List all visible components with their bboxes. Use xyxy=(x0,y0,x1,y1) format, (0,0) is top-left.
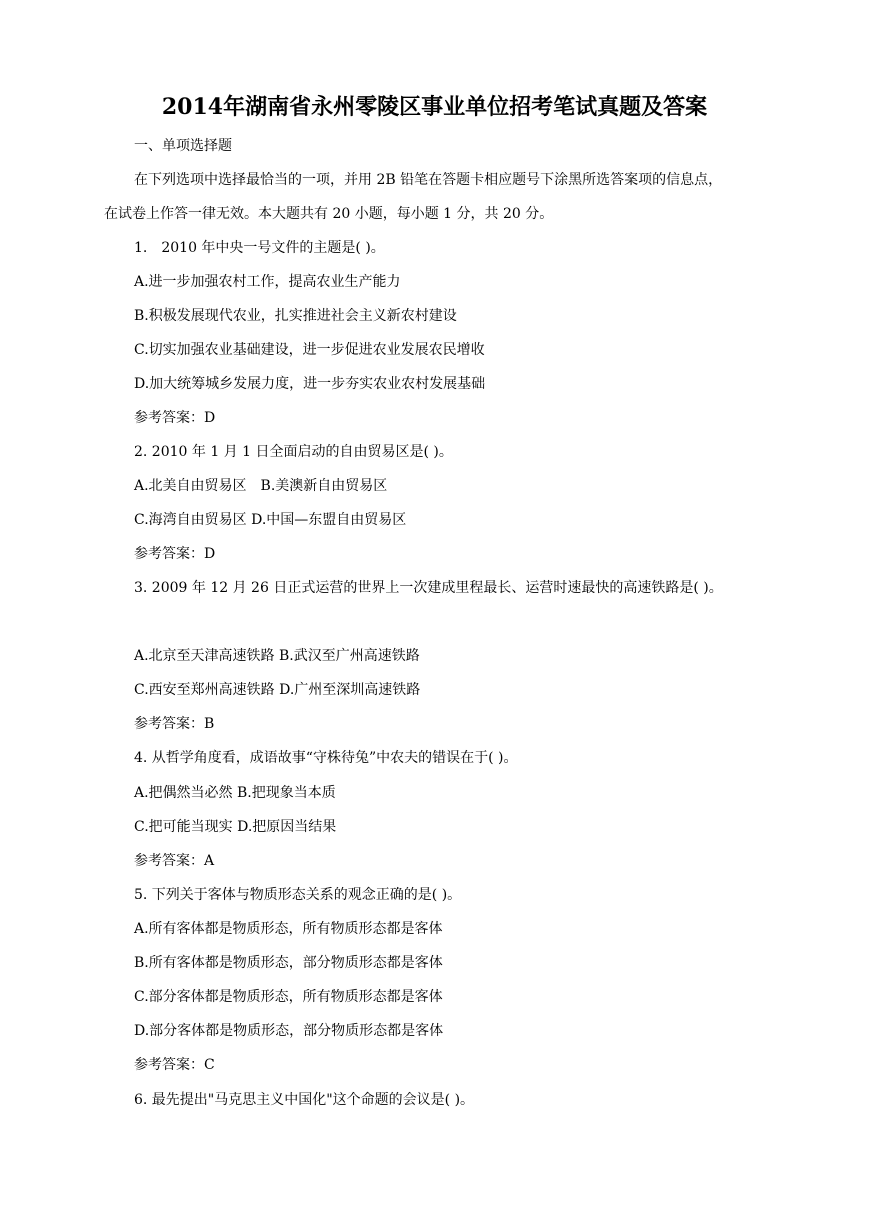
question-5-answer: 参考答案：C xyxy=(134,1057,215,1073)
document-title: 2014年湖南省永州零陵区事业单位招考笔试真题及答案 xyxy=(161,94,708,120)
section-heading: 一、单项选择题 xyxy=(134,138,232,154)
instructions-line-1: 在下列选项中选择最恰当的一项，并用 2B 铅笔在答题卡相应题号下涂黑所选答案项的信息点， xyxy=(134,172,723,188)
question-4-options-cd: C.把可能当现实 D.把原因当结果 xyxy=(134,819,337,835)
question-3-options-ab: A.北京至天津高速铁路 B.武汉至广州高速铁路 xyxy=(134,648,420,664)
question-1-option-a: A.进一步加强农村工作，提高农业生产能力 xyxy=(134,274,401,290)
question-5-option-d: D.部分客体都是物质形态，部分物质形态都是客体 xyxy=(134,1023,444,1039)
question-2-options-ab: A.北美自由贸易区 B.美澳新自由贸易区 xyxy=(134,478,388,494)
question-4-options-ab: A.把偶然当必然 B.把现象当本质 xyxy=(134,785,336,801)
question-4-answer: 参考答案：A xyxy=(134,853,215,869)
question-2-answer: 参考答案：D xyxy=(134,546,216,562)
question-1-answer: 参考答案：D xyxy=(134,410,216,426)
question-3-answer: 参考答案：B xyxy=(134,716,215,732)
question-2-options-cd: C.海湾自由贸易区 D.中国—东盟自由贸易区 xyxy=(134,512,407,528)
question-4-stem: 4. 从哲学角度看，成语故事“守株待兔”中农夫的错误在于( )。 xyxy=(134,750,518,766)
question-3-options-cd: C.西安至郑州高速铁路 D.广州至深圳高速铁路 xyxy=(134,682,421,698)
question-5-option-a: A.所有客体都是物质形态，所有物质形态都是客体 xyxy=(134,921,443,937)
question-5-stem: 5. 下列关于客体与物质形态关系的观念正确的是( )。 xyxy=(134,887,462,903)
question-3-stem: 3. 2009 年 12 月 26 日正式运营的世界上一次建成里程最长、运营时速最快的高速铁路是( )。 xyxy=(134,580,723,596)
question-1-stem: 1. 2010 年中央一号文件的主题是( )。 xyxy=(134,240,385,256)
question-5-option-b: B.所有客体都是物质形态，部分物质形态都是客体 xyxy=(134,955,443,971)
question-5-option-c: C.部分客体都是物质形态，所有物质形态都是客体 xyxy=(134,989,443,1005)
question-1-option-d: D.加大统筹城乡发展力度，进一步夯实农业农村发展基础 xyxy=(134,376,486,392)
question-2-stem: 2. 2010 年 1 月 1 日全面启动的自由贸易区是( )。 xyxy=(134,444,453,460)
question-6-stem: 6. 最先提出"马克思主义中国化"这个命题的会议是( )。 xyxy=(134,1092,475,1108)
question-1-option-b: B.积极发展现代农业，扎实推进社会主义新农村建设 xyxy=(134,308,457,324)
question-1-option-c: C.切实加强农业基础建设，进一步促进农业发展农民增收 xyxy=(134,342,485,358)
instructions-line-2: 在试卷上作答一律无效。本大题共有 20 小题，每小题 1 分，共 20 分。 xyxy=(104,206,554,222)
